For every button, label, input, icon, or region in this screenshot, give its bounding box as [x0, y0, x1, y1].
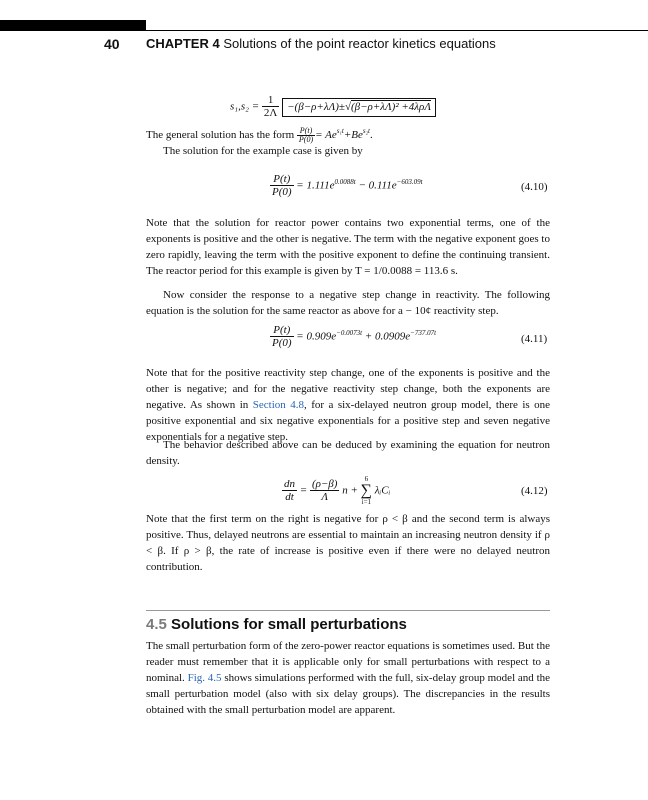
eq412-lhs-num: dn	[284, 478, 295, 490]
equation-number-4-11: (4.11)	[521, 333, 548, 345]
eq412-lhs-fraction	[282, 478, 297, 504]
equation-4-11	[270, 324, 436, 350]
sum-upper-limit: 6	[364, 475, 369, 483]
general-solution-line	[146, 127, 373, 144]
paragraph-negative-step-text: Now consider the response to a negative step change in reactivity. The following equation is the solution for the same reactor as above for a − 10¢ reactivity step.	[146, 289, 550, 317]
eq411-rhs-a: = 0.909e	[296, 330, 337, 343]
eq411-exp-a: −0.0073t	[336, 328, 363, 337]
sum-lower-limit: i=1	[361, 498, 372, 506]
paragraph-exponential-terms: Note that the solution for reactor power contains two exponential terms, one of the exponents is positive and the other is negative. The term with the negative exponent goes to zero rapidly, leaving the term with the positive exponent to define the continuing transient. The reactor period for this example is given by T = 1/0.0088 = 113.6 s.	[146, 217, 550, 277]
p3-after: , for a six-delayed neutron group model, there is one positive exponential and six negative exponentials for a positive step and seven negative exponentials for a negative step.	[146, 399, 551, 443]
section-body	[146, 638, 550, 718]
eq411-rhs-b: + 0.0909e	[364, 330, 411, 343]
roots-body: −(β−ρ+λΛ)±	[287, 100, 345, 113]
p3-before: Note that for the positive reactivity step change, one of the exponents is positive and the other is negative; and for the negative reactivity step change, both the exponents are negative. As shown in	[146, 367, 550, 411]
roots-radicand: (β−ρ+λΛ)² +4λρΛ	[350, 100, 431, 113]
eq411-exp-b: −737.07t	[410, 328, 437, 337]
chapter-title: Solutions of the point reactor kinetics equations	[223, 36, 496, 51]
roots-lhs: s₁,s₂ =	[230, 100, 260, 113]
eq412-frac-num: (ρ−β)	[311, 478, 338, 490]
roots-frac-num: 1	[262, 94, 279, 107]
eq412-rhs-fraction	[310, 478, 340, 504]
section-title: Solutions for small perturbations	[171, 616, 407, 633]
eq411-frac-den: P(0)	[272, 337, 292, 349]
eq410-exp-b: −603.09t	[396, 177, 423, 186]
eq410-rhs-a: = 1.111e	[296, 179, 335, 192]
eq411-frac-num: P(t)	[270, 324, 294, 337]
chapter-label: CHAPTER 4	[146, 36, 220, 51]
eq412-frac-den: Λ	[321, 491, 329, 503]
example-intro-text: The solution for the example case is given by	[163, 145, 363, 157]
equation-roots	[230, 94, 436, 120]
summation	[361, 475, 372, 507]
example-intro	[146, 143, 550, 159]
equation-4-12	[282, 475, 390, 507]
eq412-term: λᵢCᵢ	[374, 484, 391, 497]
roots-bracket	[282, 98, 436, 117]
running-head	[146, 36, 496, 51]
page-number: 40	[104, 36, 120, 52]
general-rhs-b: +Be	[343, 129, 363, 142]
eq411-fraction	[270, 324, 294, 350]
eq410-frac-den: P(0)	[272, 186, 292, 198]
header-bar	[0, 20, 146, 31]
general-fraction	[297, 127, 315, 144]
equation-4-10	[270, 173, 423, 199]
paragraph-neutron-density-text: The behavior described above can be deduced by examining the equation for neutron density.	[146, 439, 550, 467]
eq410-rhs-b: − 0.111e	[358, 179, 397, 192]
eq412-equals: =	[299, 484, 308, 497]
eq412-mid: n +	[342, 484, 358, 497]
section-divider	[146, 610, 550, 611]
fig-4-5-link[interactable]: Fig. 4.5	[187, 672, 222, 684]
section-heading	[146, 616, 407, 633]
general-solution-prefix: The general solution has the form	[146, 129, 295, 142]
eq412-lhs-den: dt	[285, 491, 294, 503]
general-frac-num: P(t)	[297, 127, 315, 136]
general-exp-b: s₂t	[362, 127, 370, 136]
general-rhs-a: = Ae	[315, 129, 337, 142]
sqrt-sign: √	[344, 100, 351, 113]
general-frac-den: P(0)	[298, 135, 314, 144]
eq410-fraction	[270, 173, 294, 199]
section-body-after: shows simulations performed with the full, six-delay group model and the small perturbation model (also with six delay groups). The discrepancies in the results obtained with the small perturbation model are apparent.	[146, 672, 551, 716]
equation-number-4-12: (4.12)	[521, 485, 548, 497]
roots-frac-den: 2Λ	[263, 107, 278, 119]
paragraph-negative-step	[146, 287, 550, 319]
sum-symbol: ∑	[360, 482, 373, 499]
eq410-frac-num: P(t)	[270, 173, 294, 186]
roots-fraction	[262, 94, 279, 120]
section-4-8-link[interactable]: Section 4.8	[252, 399, 304, 411]
general-end: .	[369, 129, 373, 142]
paragraph-neutron-density	[146, 437, 550, 469]
general-exp-a: s₁t	[336, 127, 344, 136]
equation-number-4-10: (4.10)	[521, 181, 548, 193]
header-rule	[146, 30, 648, 31]
paragraph-step-comparison	[146, 365, 550, 445]
paragraph-delayed-neutrons: Note that the first term on the right is negative for ρ < β and the second term is always positive. Thus, delayed neutrons are essential to maintain an increasing neutron density if ρ < β. If ρ > β, the rate of increase is positive even if there were no delayed neutron contribution.	[146, 513, 550, 573]
section-body-before: The small perturbation form of the zero-power reactor equations is sometimes used. But the reader must remember that it is applicable only for small perturbations with respect to a nominal.	[146, 640, 550, 684]
section-number: 4.5	[146, 616, 167, 633]
eq410-exp-a: 0.0088t	[334, 177, 356, 186]
